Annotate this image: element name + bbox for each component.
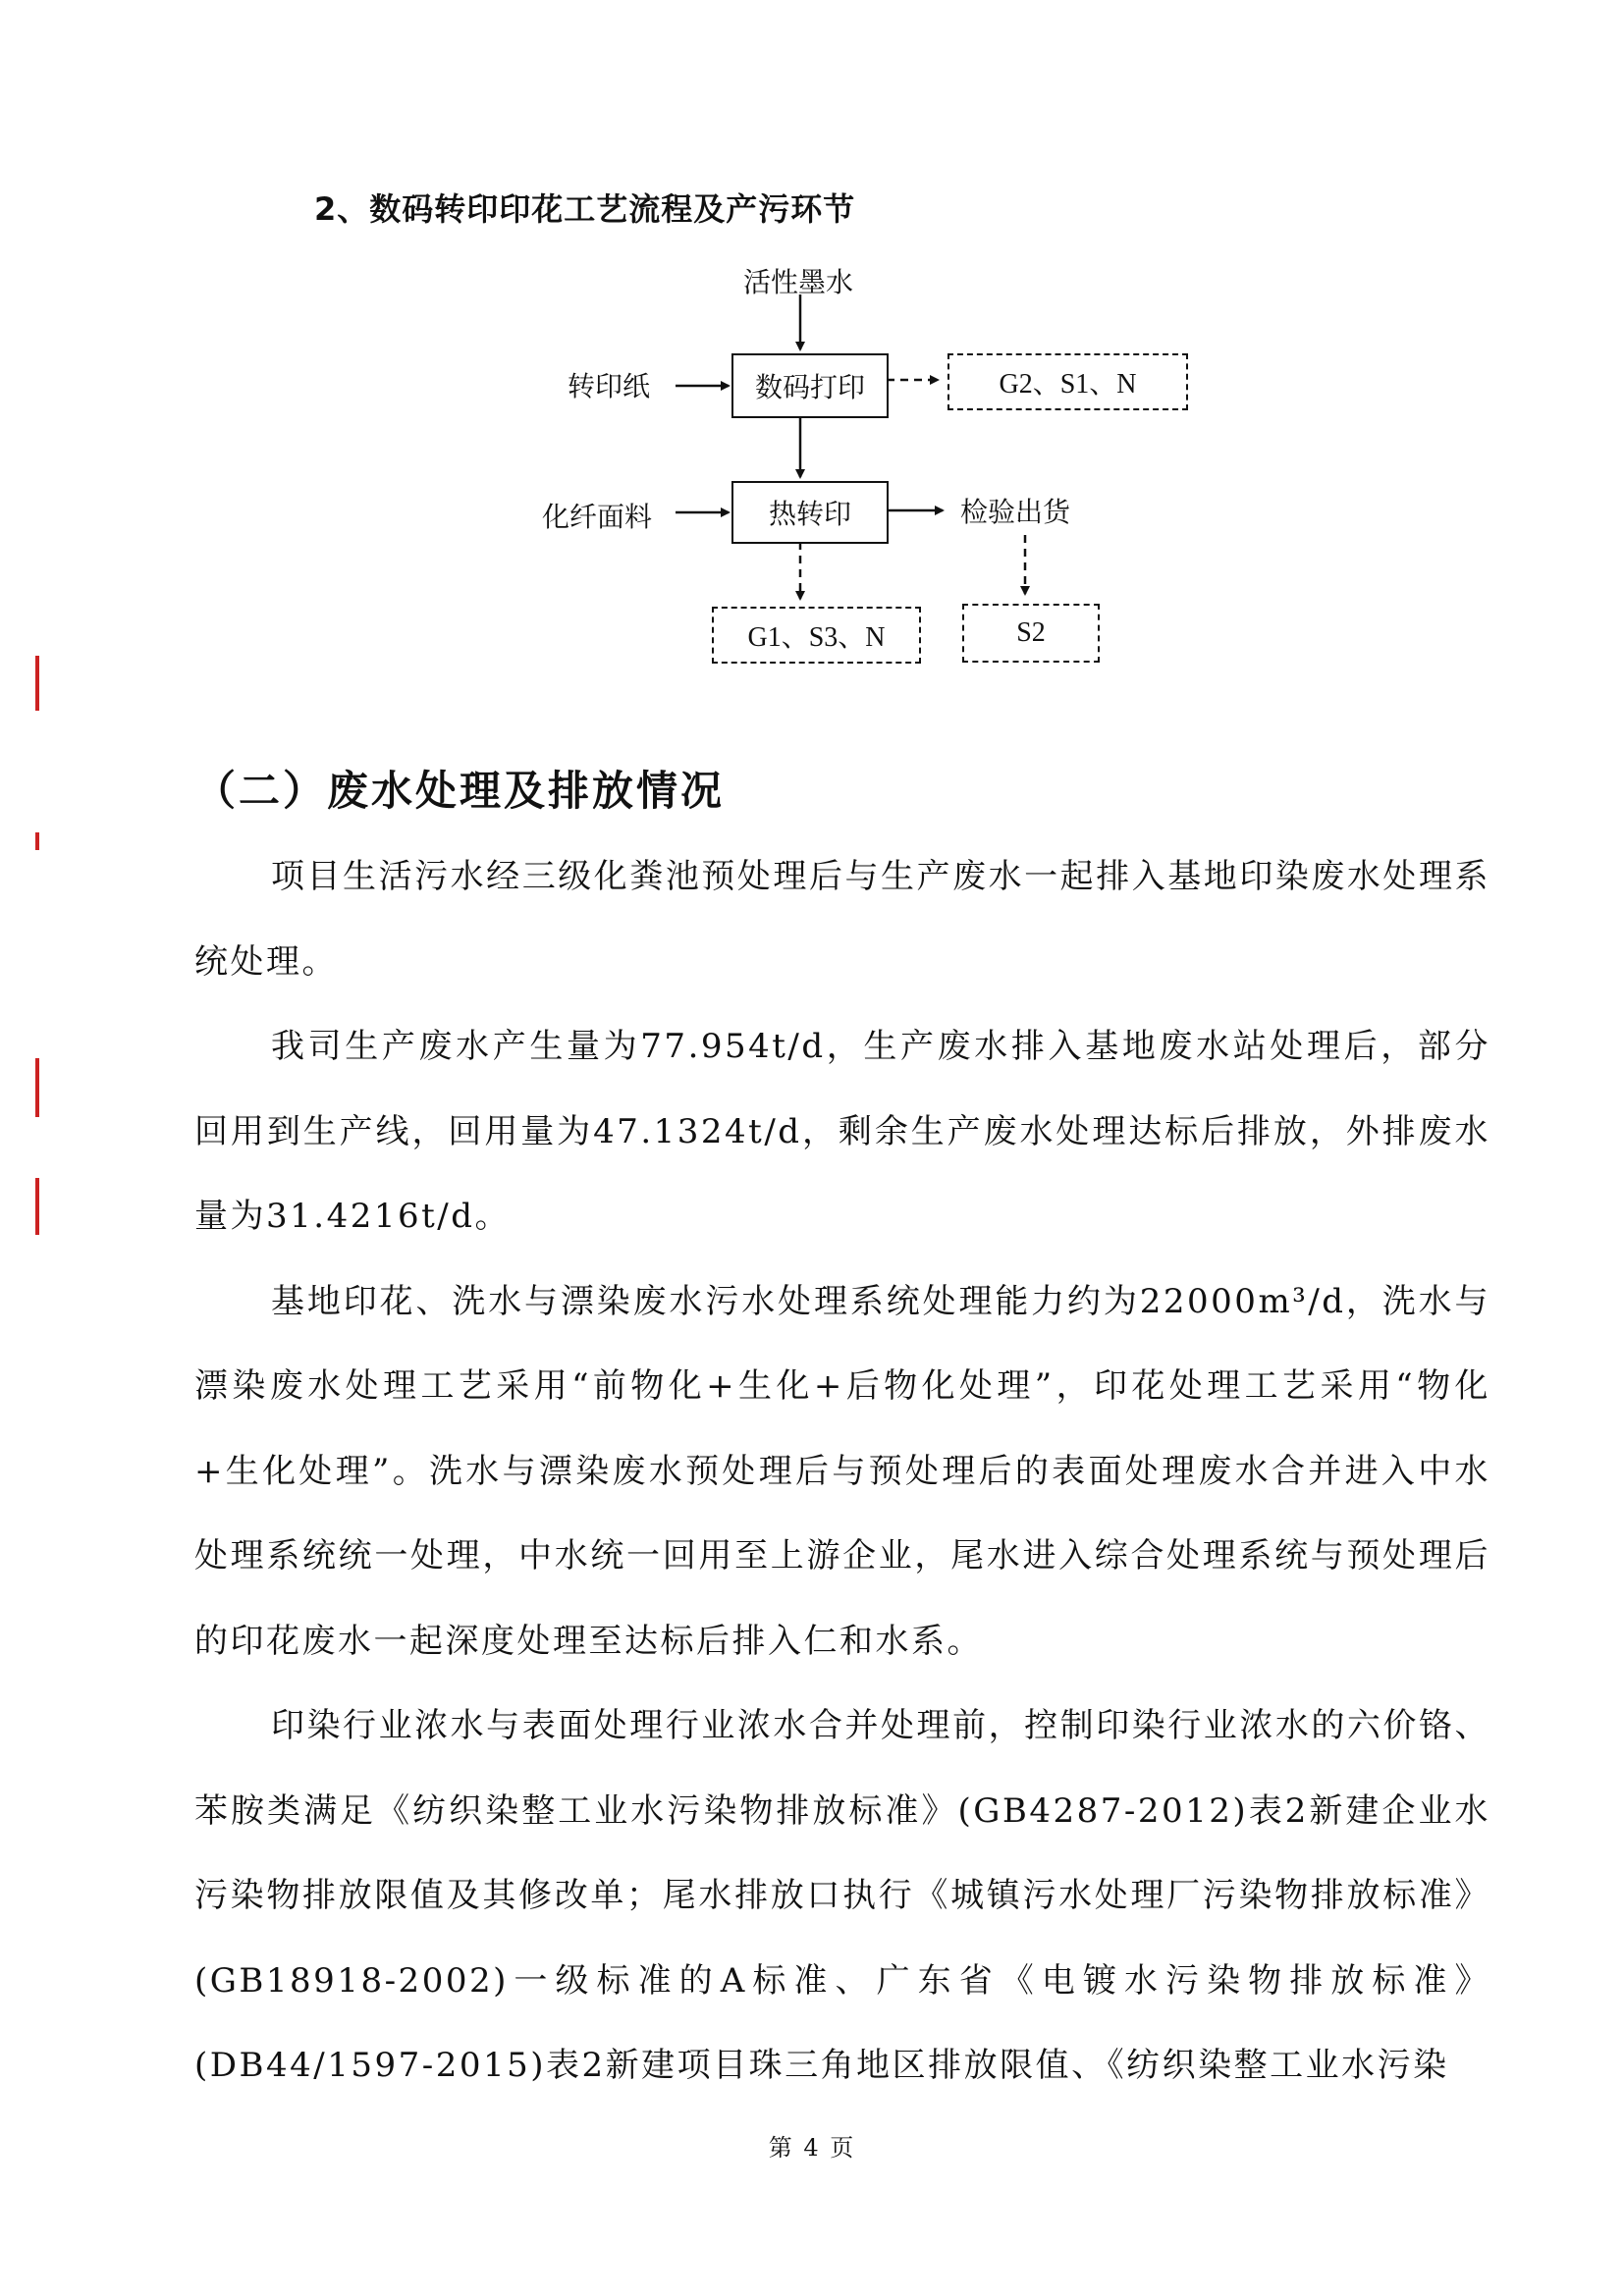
- box-heat-emissions: G1、S3、N: [712, 607, 921, 664]
- paragraph: 项目生活污水经三级化粪池预处理后与生产废水一起排入基地印染废水处理系统处理。: [194, 857, 1490, 982]
- section-title: 2、数码转印印花工艺流程及产污环节: [314, 190, 856, 228]
- paragraph: 我司生产废水产生量为77.954t/d，生产废水排入基地废水站处理后，部分回用到生产线，回用量为47.1324t/d，剩余生产废水处理达标后排放，外排废水量为31.4216t/d。: [194, 1027, 1490, 1236]
- box-heat-transfer: 热转印: [731, 481, 889, 544]
- box-inspect-waste: S2: [962, 604, 1100, 663]
- scan-mark: [35, 832, 39, 850]
- paragraph: 印染行业浓水与表面处理行业浓水合并处理前，控制印染行业浓水的六价铬、苯胺类满足《纺织染整工业水污染物排放标准》(GB4287-2012)表2新建企业水污染物排放限值及其修改单；尾水排放口执行《城镇污水处理厂污染物排放标准》(GB18918-2002)一级标准的A标准、广东省《电镀水污染物排放标准》(DB44/1597-2015)表2新建项目珠三角地区排放限值、《纺织染整工业水污染: [194, 1706, 1490, 2085]
- box-print-emissions: G2、S1、N: [947, 353, 1188, 410]
- box-digital-print: 数码打印: [731, 353, 889, 418]
- process-flow-diagram: [0, 0, 1624, 707]
- label-inspect-ship: 检验出货: [960, 496, 1071, 528]
- body-text: [194, 834, 1490, 2109]
- paragraph: 基地印花、洗水与漂染废水污水处理系统处理能力约为22000m³/d，洗水与漂染废水处理工艺采用“前物化+生化+后物化处理”，印花处理工艺采用“物化+生化处理”。洗水与漂染废水预处理后与预处理后的表面处理废水合并进入中水处理系统统一处理，中水统一回用至上游企业，尾水进入综合处理系统与预处理后的印花废水一起深度处理至达标后排入仁和水系。: [194, 1281, 1490, 1661]
- page-number: 第 4 页: [768, 2134, 856, 2162]
- label-chemical-fiber-fabric: 化纤面料: [542, 501, 653, 533]
- scan-mark: [35, 1058, 39, 1117]
- label-transfer-paper: 转印纸: [568, 370, 651, 402]
- label-active-ink: 活性墨水: [743, 266, 854, 298]
- scan-mark: [35, 1178, 39, 1235]
- scan-mark: [35, 656, 39, 711]
- section-heading: （二）废水处理及排放情况: [194, 767, 726, 815]
